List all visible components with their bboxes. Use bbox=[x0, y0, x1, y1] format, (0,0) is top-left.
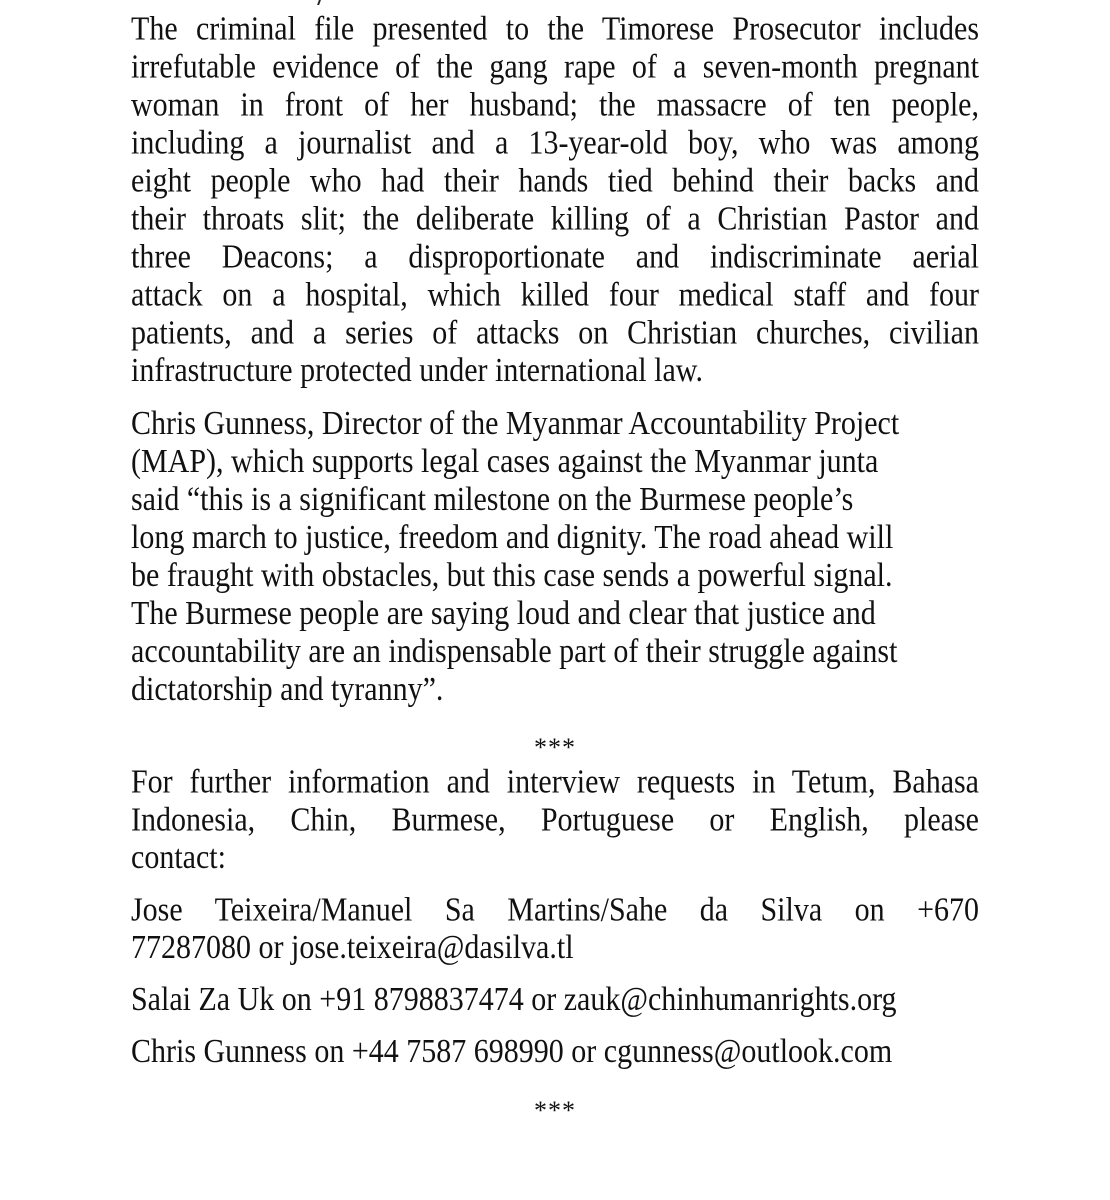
contact-text-line: Chris Gunness on +44 7587 698990 or cgunness@outlook.com bbox=[131, 1032, 893, 1070]
contact-text-line: Jose Teixeira/Manuel Sa Martins/Sahe da Silva on +670 bbox=[131, 893, 979, 929]
text-line: dictatorship and tyranny”. bbox=[131, 670, 444, 708]
text-line: including a journalist and a 13-year-old boy, who was among bbox=[131, 126, 979, 162]
section-separator bbox=[0, 735, 1110, 761]
text-line: three Deacons; a disproportionate and indiscriminate aerial bbox=[131, 240, 979, 276]
text-line: (MAP), which supports legal cases against the Myanmar junta bbox=[131, 442, 879, 480]
text-line: irrefutable evidence of the gang rape of a seven-month pregnant bbox=[131, 50, 979, 86]
text-line: The criminal file presented to the Timorese Prosecutor includes bbox=[131, 12, 979, 48]
text-line: Chris Gunness, Director of the Myanmar Accountability Project bbox=[131, 404, 900, 442]
separator-asterisks: *** bbox=[534, 1096, 576, 1125]
separator-asterisks: *** bbox=[534, 733, 576, 762]
cut-off-text-fragment bbox=[317, 0, 331, 5]
contact-text-line: 77287080 or jose.teixeira@dasilva.tl bbox=[131, 928, 574, 966]
text-line: long march to justice, freedom and dignity. The road ahead will bbox=[131, 518, 894, 556]
text-line: eight people who had their hands tied behind their backs and bbox=[131, 164, 979, 200]
text-line: For further information and interview requests in Tetum, Bahasa bbox=[131, 765, 979, 801]
text-line: contact: bbox=[131, 838, 226, 876]
text-line: Indonesia, Chin, Burmese, Portuguese or English, please bbox=[131, 803, 979, 839]
text-line: accountability are an indispensable part of their struggle against bbox=[131, 632, 898, 670]
text-line: infrastructure protected under international law. bbox=[131, 351, 703, 389]
text-line: The Burmese people are saying loud and clear that justice and bbox=[131, 594, 876, 632]
section-separator bbox=[0, 1098, 1110, 1124]
text-line: their throats slit; the deliberate killing of a Christian Pastor and bbox=[131, 202, 979, 238]
text-line: said “this is a significant milestone on the Burmese people’s bbox=[131, 480, 854, 518]
text-line: be fraught with obstacles, but this case sends a powerful signal. bbox=[131, 556, 893, 594]
text-line: patients, and a series of attacks on Christian churches, civilian bbox=[131, 316, 979, 352]
text-line: attack on a hospital, which killed four medical staff and four bbox=[131, 278, 979, 314]
text-line: woman in front of her husband; the massacre of ten people, bbox=[131, 88, 979, 124]
contact-text-line: Salai Za Uk on +91 8798837474 or zauk@chinhumanrights.org bbox=[131, 980, 897, 1018]
